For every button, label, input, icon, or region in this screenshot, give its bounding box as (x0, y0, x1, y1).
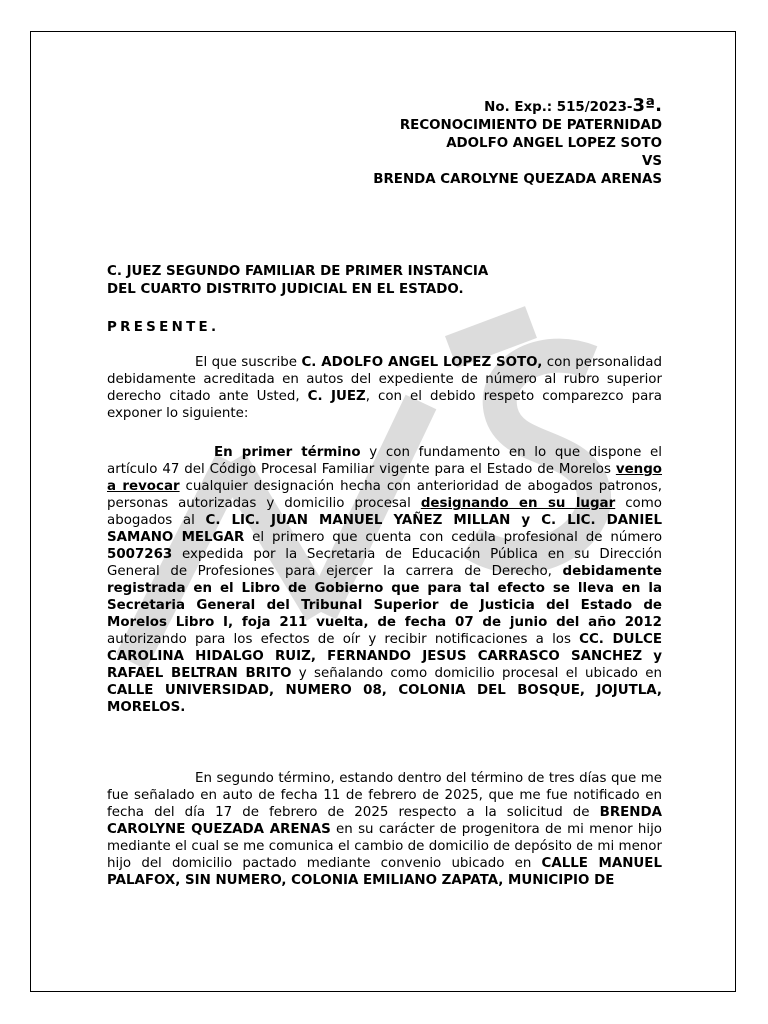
addressee: C. JUEZ SEGUNDO FAMILIAR DE PRIMER INSTANCIA DEL CUARTO DISTRITO JUDICIAL EN EL ESTADO. (107, 264, 489, 297)
defendant-name: BRENDA CAROLYNE QUEZADA ARENAS (373, 172, 662, 187)
versus-label: VS (641, 154, 662, 169)
paragraph-primer-termino: En primer término y con fundamento en lo que dispone el artículo 47 del Código Procesal Familiar vigente para el Estado de Morelos vengo a revocar cualquier designación hecha con anterioridad de abogados patronos, personas autorizadas y domicilio procesal designando en su lugar como abogados al C. LIC. JUAN MANUEL YAÑEZ MILLAN y C. LIC. DANIEL SAMANO MELGAR el primero que cuenta con cedula profesional de número 5007263 expedida por la Secretaria de Educación Pública en su Dirección General de Profesiones para ejercer la carrera de Derecho, debidamente registrada en el Libro de Gobierno que para tal efecto se lleva en la Secretaria General del Tribunal Superior de Justicia del Estado de Morelos Libro I, foja 211 vuelta, de fecha 07 de junio del año 2012 autorizando para los efectos de oír y recibir notificaciones a los CC. DULCE CAROLINA HIDALGO RUIZ, FERNANDO JESUS CARRASCO SANCHEZ y RAFAEL BELTRAN BRITO y señalando como domicilio procesal el ubicado en CALLE UNIVERSIDAD, NUMERO 08, COLONIA DEL BOSQUE, JOJUTLA, MORELOS. (107, 445, 663, 715)
paragraph-intro: El que suscribe C. ADOLFO ANGEL LOPEZ SOTO, con personalidad debidamente acreditada en autos del expediente de número al rubro superior derecho citado ante Usted, C. JUEZ, con el debido respeto comparezco para exponer lo siguiente: (107, 355, 662, 421)
case-header (107, 97, 662, 189)
case-type: RECONOCIMIENTO DE PATERNIDAD (399, 118, 662, 133)
plaintiff-name: ADOLFO ANGEL LOPEZ SOTO (446, 136, 662, 151)
paragraph-segundo-termino: En segundo término, estando dentro del término de tres días que me fue señalado en auto de fecha 11 de febrero de 2025, que me fue notificado en fecha del día 17 de febrero de 2025 respecto a la solicitud de BRENDA CAROLYNE QUEZADA ARENAS en su carácter de progenitora de mi menor hijo mediante el cual se me comunica el cambio de domicilio de depósito de mi menor hijo del domicilio pactado mediante convenio ubicado en CALLE MANUEL PALAFOX, SIN NUMERO, COLONIA EMILIANO ZAPATA, MUNICIPIO DE (107, 771, 662, 888)
presente-heading: PRESENTE. (107, 320, 220, 335)
document-page (30, 31, 736, 992)
expediente-number: No. Exp.: 515/2023-3ª. (484, 95, 662, 116)
